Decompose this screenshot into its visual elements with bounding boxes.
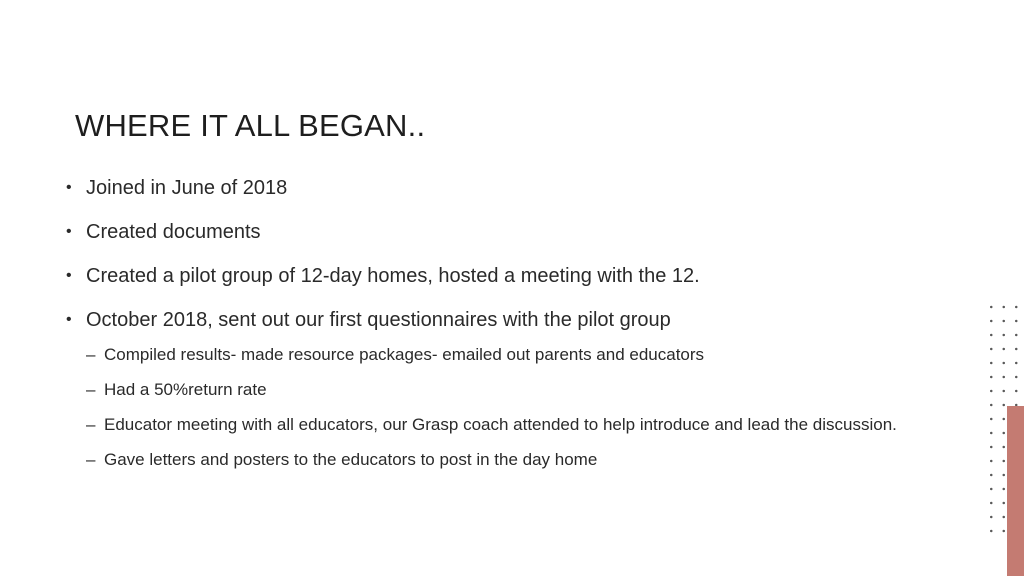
slide-title: WHERE IT ALL BEGAN.. (75, 108, 426, 143)
bullet-item: • October 2018, sent out our first questionnaires with the pilot group (66, 306, 946, 334)
bullet-item: • Joined in June of 2018 (66, 174, 946, 202)
sub-bullet-item: – Gave letters and posters to the educators to post in the day home (66, 445, 946, 475)
sub-bullet-list (66, 340, 946, 475)
bullet-item: • Created documents (66, 218, 946, 246)
sub-bullet-item: – Compiled results- made resource packages- emailed out parents and educators (66, 340, 946, 370)
sub-bullet-item: – Educator meeting with all educators, our Grasp coach attended to help introduce and lead the discussion. (66, 410, 946, 440)
sub-bullet-item: – Had a 50%return rate (66, 375, 946, 405)
accent-bar (1007, 406, 1024, 576)
bullet-item: • Created a pilot group of 12-day homes, hosted a meeting with the 12. (66, 262, 946, 290)
bullet-list (66, 174, 946, 480)
